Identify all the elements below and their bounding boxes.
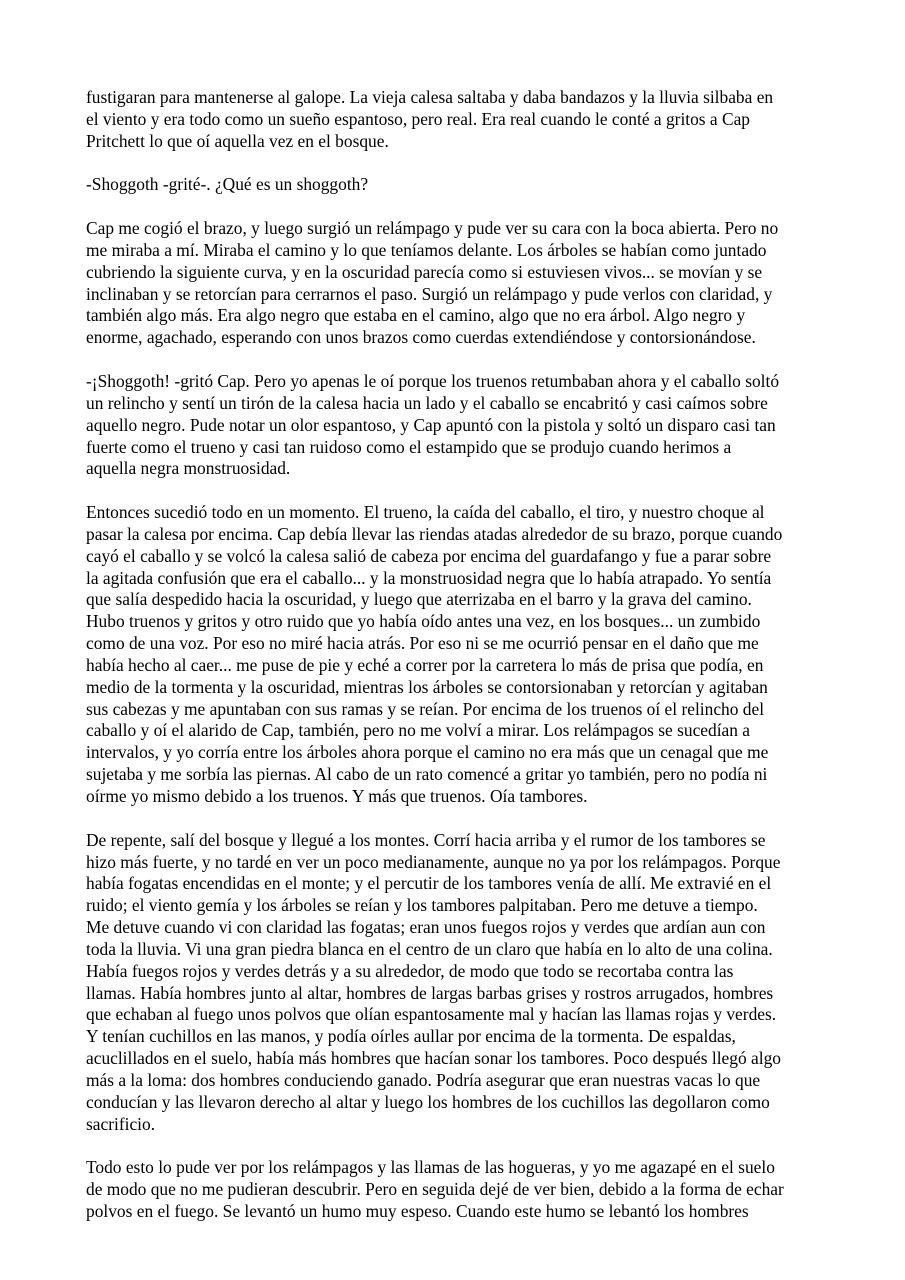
text-line: Había fuegos rojos y verdes detrás y a su alrededor, de modo que todo se recortaba contra las — [86, 960, 734, 981]
text-line: hizo más fuerte, y no tardé en ver un poco medianamente, aunque no ya por los relámpagos. Porque — [86, 851, 781, 872]
text-line: como de una voz. Por eso no miré hacia atrás. Por eso ni se me ocurrió pensar en el daño que me — [86, 633, 759, 654]
paragraph — [86, 218, 826, 349]
text-line: Todo esto lo pude ver por los relámpagos y las llamas de las hogueras, y yo me agazapé en el suelo — [86, 1157, 775, 1178]
text-line: cayó el caballo y se volcó la calesa salió de cabeza por encima del guardafango y fue a parar sobre — [86, 545, 772, 566]
text-line: -Shoggoth -grité-. ¿Qué es un shoggoth? — [86, 174, 369, 195]
text-line: polvos en el fuego. Se levantó un humo muy espeso. Cuando este humo se lebantó los hombres — [86, 1201, 749, 1222]
text-line: toda la lluvia. Vi una gran piedra blanca en el centro de un claro que había en lo alto de una colina. — [86, 938, 773, 959]
text-line: el viento y era todo como un sueño espantoso, pero real. Era real cuando le conté a gritos a Cap — [86, 108, 750, 129]
text-line: Me detuve cuando vi con claridad las fogatas; eran unos fuegos rojos y verdes que ardían aun con — [86, 917, 766, 938]
text-line: Pritchett lo que oí aquella vez en el bosque. — [86, 130, 389, 151]
text-line: había hecho al caer... me puse de pie y eché a correr por la carretera lo más de prisa que podía, en — [86, 654, 764, 675]
text-line: enorme, agachado, esperando con unos brazos como cuerdas extendiéndose y contorsionándose. — [86, 327, 756, 348]
text-line: había fogatas encendidas en el monte; y el percutir de los tambores venía de allí. Me extravié en el — [86, 873, 772, 894]
text-line: más a la loma: dos hombres conduciendo ganado. Podría asegurar que eran nuestras vacas lo que — [86, 1069, 761, 1090]
text-line: Hubo truenos y gritos y otro ruido que yo había oído antes una vez, en los bosques... un zumbido — [86, 611, 761, 632]
text-line: aquello negro. Pude notar un olor espantoso, y Cap apuntó con la pistola y soltó un disparo casi tan — [86, 414, 776, 435]
text-line: que echaban al fuego unos polvos que olían espantosamente mal y hacían las llamas rojas y verdes. — [86, 1004, 777, 1025]
document-page — [86, 87, 826, 1245]
text-line: conducían y las llevaron derecho al altar y luego los hombres de los cuchillos las degollaron como — [86, 1091, 770, 1112]
text-line: inclinaban y se retorcían para cerrarnos el paso. Surgió un relámpago y pude verlos con claridad, y — [86, 283, 773, 304]
text-line: intervalos, y yo corría entre los árboles ahora porque el camino no era más que un cenagal que me — [86, 742, 769, 763]
text-line: que salía despedido hacia la oscuridad, y luego que aterrizaba en el barro y la grava del camino. — [86, 589, 752, 610]
text-line: ruido; el viento gemía y los árboles se reían y los tambores palpitaban. Pero me detuve a tiempo. — [86, 895, 758, 916]
text-line: caballo y oí el alarido de Cap, también, pero no me volví a mirar. Los relámpagos se sucedían a — [86, 720, 751, 741]
text-line: fuerte como el trueno y casi tan ruidoso como el estampido que se produjo cuando herimos a — [86, 436, 732, 457]
text-line: un relincho y sentí un tirón de la calesa hacia un lado y el caballo se encabritó y casi caímos sobre — [86, 392, 768, 413]
paragraph — [86, 371, 826, 480]
text-line: De repente, salí del bosque y llegué a los montes. Corrí hacia arriba y el rumor de los tambores se — [86, 829, 766, 850]
text-line: sus cabezas y me apuntaban con sus ramas y se reían. Por encima de los truenos oí el relincho del — [86, 698, 765, 719]
text-line: acuclillados en el suelo, había más hombres que hacían sonar los tambores. Poco después llegó algo — [86, 1048, 781, 1069]
text-line: también algo más. Era algo negro que estaba en el camino, algo que no era árbol. Algo negro y — [86, 305, 746, 326]
text-line: -¡Shoggoth! -gritó Cap. Pero yo apenas le oí porque los truenos retumbaban ahora y el caballo soltó — [86, 370, 780, 391]
text-line: Cap me cogió el brazo, y luego surgió un relámpago y pude ver su cara con la boca abierta. Pero no — [86, 218, 779, 239]
text-line: me miraba a mí. Miraba el camino y lo que teníamos delante. Los árboles se habían como juntado — [86, 239, 767, 260]
text-line: de modo que no me pudieran descubrir. Pero en seguida dejé de ver bien, debido a la forma de echar — [86, 1179, 784, 1200]
text-line: oírme yo mismo debido a los truenos. Y más que truenos. Oía tambores. — [86, 786, 588, 806]
paragraph — [86, 830, 826, 1136]
text-line: sacrificio. — [86, 1113, 156, 1134]
paragraph — [86, 502, 826, 808]
text-line: sujetaba y me sorbía las piernas. Al cabo de un rato comencé a gritar yo también, pero no podía ni — [86, 764, 768, 785]
text-line: Y tenían cuchillos en las manos, y podía oírles aullar por encima de la tormenta. De espaldas, — [86, 1026, 736, 1047]
text-line: pasar la calesa por encima. Cap debía llevar las riendas atadas alrededor de su brazo, porque cuando — [86, 523, 783, 544]
text-line: cubriendo la siguiente curva, y en la oscuridad parecía como si estuviesen vivos... se movían y se — [86, 261, 763, 282]
text-line: llamas. Había hombres junto al altar, hombres de largas barbas grises y rostros arrugados, hombres — [86, 982, 774, 1003]
text-line: medio de la tormenta y la oscuridad, mientras los árboles se contorsionaban y retorcían y agitaban — [86, 676, 768, 697]
text-line: Entonces sucedió todo en un momento. El trueno, la caída del caballo, el tiro, y nuestro choque al — [86, 502, 765, 523]
text-line: la agitada confusión que era el caballo... y la monstruosidad negra que lo había atrapado. Yo sentía — [86, 567, 772, 588]
paragraph — [86, 174, 826, 196]
text-line: aquella negra monstruosidad. — [86, 458, 291, 479]
paragraph — [86, 87, 826, 153]
paragraph — [86, 1157, 826, 1223]
text-line: fustigaran para mantenerse al galope. La vieja calesa saltaba y daba bandazos y la lluvia silbaba en — [86, 87, 774, 107]
